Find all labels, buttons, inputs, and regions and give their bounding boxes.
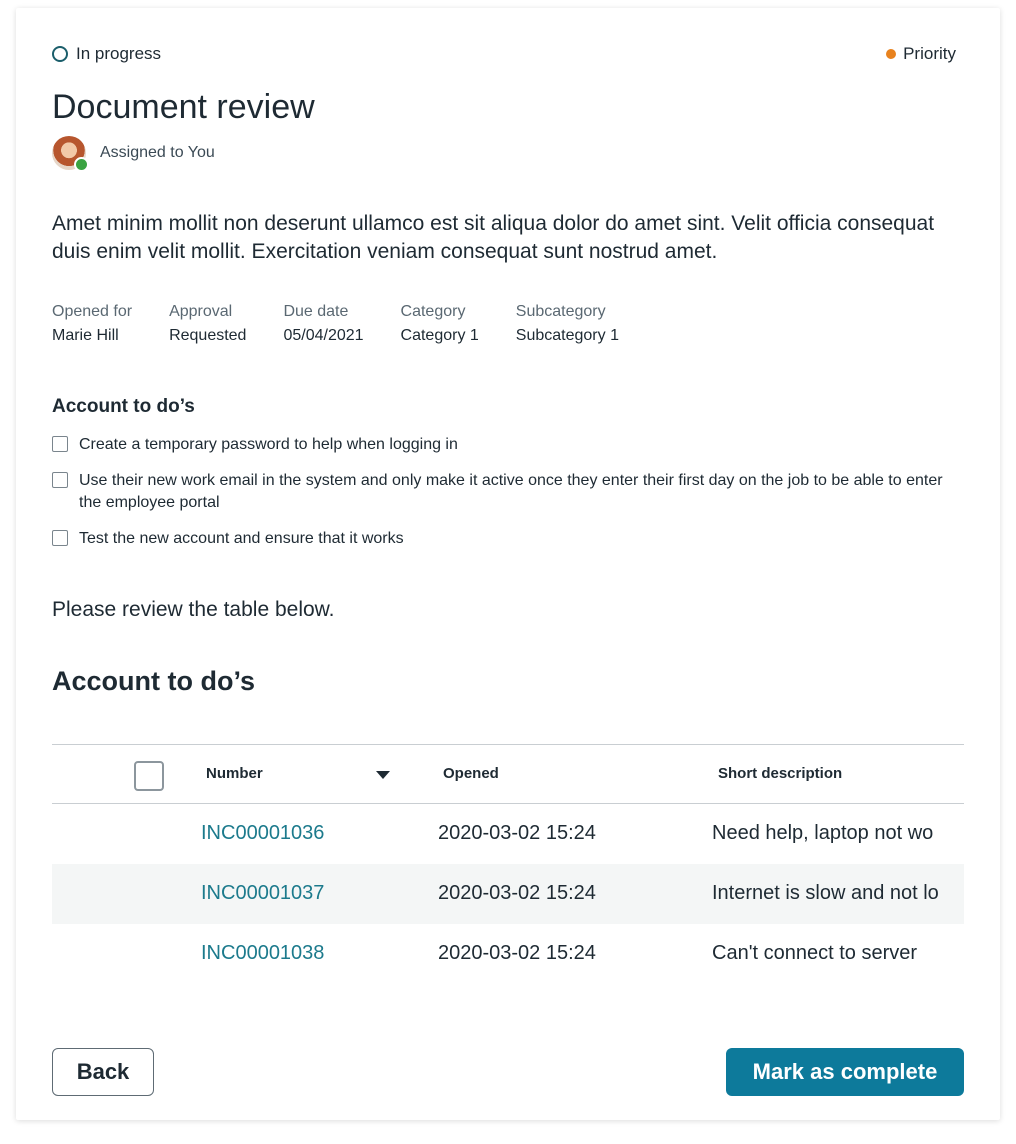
record-opened: 2020-03-02 15:24 [438,942,596,964]
assignee-label: Assigned to You [100,144,215,161]
field-value: Requested [169,327,247,344]
priority-indicator [886,44,956,64]
field-value: Category 1 [400,327,479,344]
table-title: Account to do’s [52,666,255,696]
todo-list [52,434,964,564]
assignee [52,136,215,170]
records-table [52,744,964,984]
todo-item-label: Use their new work email in the system and only make it active once they enter their first day on the job to be able to enter the employee portal [79,472,943,511]
select-all-checkbox[interactable] [134,761,164,791]
todo-checkbox[interactable] [52,436,68,452]
field-label: Category [400,303,466,320]
record-number-link[interactable]: INC00001036 [201,822,325,844]
record-short-description: Internet is slow and not lo [712,882,939,904]
table-header [52,745,964,804]
table-row [52,924,964,984]
field-opened-for [52,301,132,349]
field-value: Marie Hill [52,327,119,344]
field-label: Opened for [52,303,133,320]
online-badge-icon [74,157,89,172]
status-row [52,44,964,68]
record-short-description: Need help, laptop not wo [712,822,934,844]
status-indicator [52,44,964,64]
field-value: Subcategory 1 [515,327,619,344]
field-label: Due date [283,303,349,320]
field-due-date [283,301,363,349]
field-approval [169,301,246,349]
field-subcategory [516,301,619,349]
todo-item-label: Create a temporary password to help when logging in [79,436,458,453]
todo-heading: Account to do’s [52,396,195,417]
record-short-description: Can't connect to server [712,942,918,964]
table-row [52,864,964,924]
task-fields [52,301,656,349]
column-header-short-description[interactable]: Short description [718,765,843,782]
field-label: Subcategory [515,303,606,320]
priority-label: Priority [903,44,956,63]
avatar [52,136,86,170]
column-header-number[interactable]: Number [206,765,263,782]
column-header-opened[interactable]: Opened [443,765,499,782]
record-number-link[interactable]: INC00001038 [201,942,325,964]
record-number-link[interactable]: INC00001037 [201,882,325,904]
in-progress-icon [52,46,68,62]
todo-item-label: Test the new account and ensure that it works [79,530,404,547]
todo-checkbox[interactable] [52,472,68,488]
todo-item [52,434,964,456]
field-value: 05/04/2021 [283,327,364,344]
table-row [52,804,964,864]
task-description: Amet minim mollit non deserunt ullamco est sit aliqua dolor do amet sint. Velit officia consequat duis enim velit mollit. Exercitation veniam consequat sunt nostrud amet. [52,212,935,263]
field-category [401,301,479,349]
todo-item [52,528,964,550]
back-button[interactable]: Back [52,1048,154,1096]
record-opened: 2020-03-02 15:24 [438,822,596,844]
field-label: Approval [169,303,233,320]
todo-item [52,470,964,514]
sort-descending-icon[interactable] [376,771,390,779]
status-label: In progress [76,44,162,63]
task-card [16,8,1000,1120]
mark-as-complete-button[interactable]: Mark as complete [726,1048,964,1096]
review-instructions: Please review the table below. [52,598,335,621]
todo-checkbox[interactable] [52,530,68,546]
record-opened: 2020-03-02 15:24 [438,882,596,904]
priority-dot-icon [886,49,896,59]
page-title: Document review [52,88,315,126]
